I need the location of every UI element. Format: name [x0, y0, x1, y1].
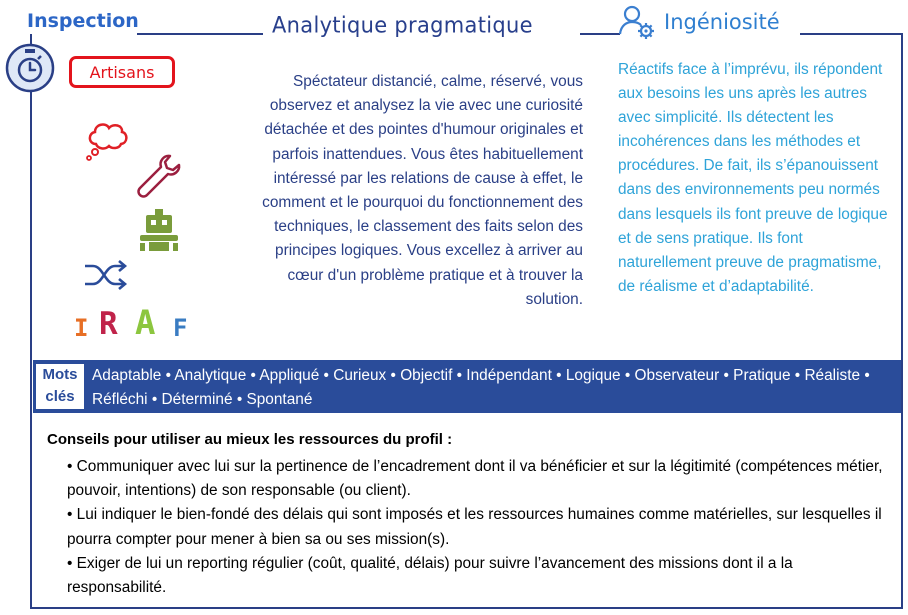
advice-title: Conseils pour utiliser au mieux les ressources du profil : — [47, 431, 453, 448]
header-inspection: Inspection — [27, 10, 139, 32]
header-rule — [137, 33, 263, 35]
thought-bubble-icon — [84, 120, 130, 162]
irap-letter-f: F — [173, 314, 188, 342]
user-gear-icon — [618, 4, 658, 40]
artisans-badge: Artisans — [69, 56, 175, 88]
robot-icon — [139, 207, 179, 253]
irap-letter-r: R — [99, 306, 118, 342]
advice-list — [67, 455, 892, 600]
wrench-icon — [134, 152, 182, 200]
profile-description: Spéctateur distancié, calme, réservé, vous observez et analysez la vie avec une curiosité détachée et des pointes d'humour originales et parfois inattendues. Vous êtes habituellement intéressé par les relations de cause à effet, le comment et le pourquoi du fonctionnement des techniques, le classement des faits selon des principes logiques. Vous excellez à arriver au cœur d'un problème pratique et à trouver la solution. — [262, 73, 583, 308]
header-rule — [580, 33, 620, 35]
advice-item: • Exiger de lui un reporting régulier (coût, qualité, délais) pour suivre l’avancement des missions dont il a la responsabilité. — [67, 554, 793, 597]
header-rule — [800, 33, 903, 35]
keywords-list: Adaptable • Analytique • Appliqué • Curieux • Objectif • Indépendant • Logique • Observateur • Pratique • Réaliste • Réfléchi • Déterminé • Spontané — [92, 367, 870, 408]
ingeniosite-description: Réactifs face à l’imprévu, ils répondent aux besoins les uns après les autres avec simplicité. Ils détectent les incohérences dans les méthodes et procédures. De fait, ils s’épanouissent dans des environnements peu normés dans lesquels ils font preuve de logique et de sens pratique. Ils font naturellement preuve de pragmatisme, de réalisme et d’adaptabilité. — [618, 61, 888, 295]
irap-letter-a: A — [135, 303, 156, 343]
header-analytique-pragmatique: Analytique pragmatique — [272, 12, 533, 38]
irap-letter-i: I — [74, 314, 89, 342]
advice-item: • Communiquer avec lui sur la pertinence de l’encadrement dont il va bénéficier et sur la légitimité (compétences métier, pouvoir, intentions) de son responsable (ou client). — [67, 458, 883, 500]
shuffle-icon — [83, 258, 129, 292]
keywords-label: Mots clés — [36, 364, 84, 409]
header-ingeniosite: Ingéniosité — [664, 10, 780, 34]
clock-icon — [4, 42, 56, 94]
advice-item: • Lui indiquer le bien-fondé des délais qui sont imposés et les ressources humaines comme matérielles, sur lesquelles il pourra compter pour mener à bien sa ou ses mission(s). — [67, 506, 882, 548]
